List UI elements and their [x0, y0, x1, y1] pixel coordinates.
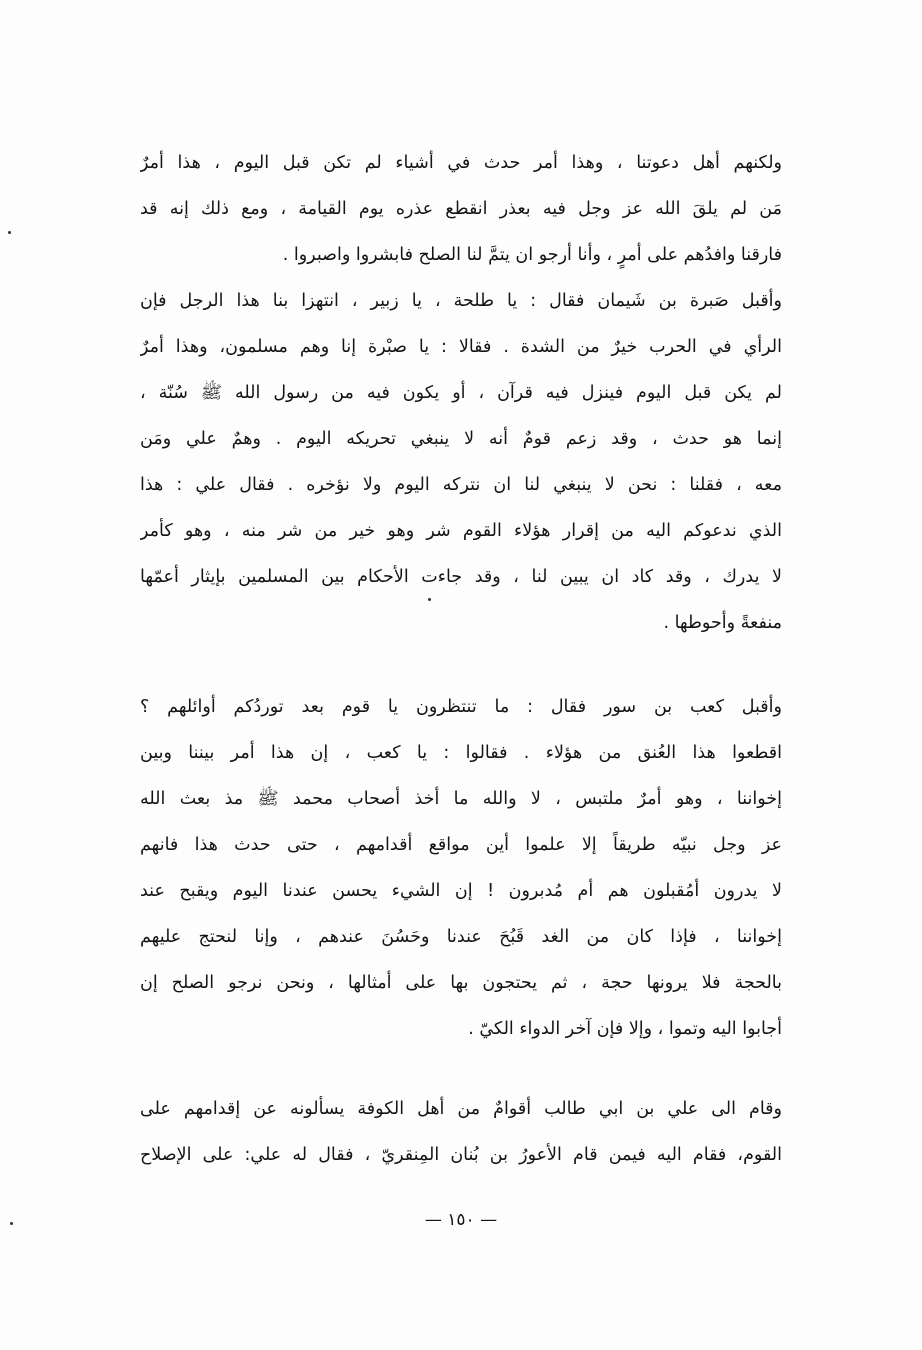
text-line: مَن لم يلقَ الله عز وجل فيه بعذر انقطع عذره يوم القيامة ، ومع ذلك إنه قد [140, 199, 782, 219]
text-line: وأقبل صَبرة بن شَيمان فقال : يا طلحة ، يا زبير ، انتهزا بنا هذا الرجل فإن [140, 291, 782, 311]
text-line: عز وجل نبيّه طريقاً إلا علموا أين مواقع أقدامهم ، حتى حدث هذا فانهم [140, 835, 782, 855]
text-line: وقام الى علي بن ابي طالب أقوامٌ من أهل الكوفة يسألونه عن إقدامهم على [140, 1099, 782, 1119]
paragraph-1 [140, 140, 782, 646]
text-line: القوم، فقام اليه فيمن قام الأعورُ بن بُنان المِنقريّ ، فقال له علي: على الإصلاح [140, 1145, 782, 1165]
paragraph-2 [140, 684, 782, 1052]
print-speck [10, 1222, 13, 1225]
text-line: لم يكن قبل اليوم فينزل فيه قرآن ، أو يكون فيه من رسول الله ﷺ سُنّة ، [140, 383, 782, 403]
text-line: بالحجة فلا يرونها حجة ، ثم يحتجون بها على أمثالها ، ونحن نرجو الصلح إن [140, 973, 782, 993]
text-line: فارقنا وافدُهم على أمرٍ ، وأنا أرجو ان يتمَّ لنا الصلح فابشروا واصبروا . [282, 245, 782, 265]
paragraph-3 [140, 1086, 782, 1178]
text-line: لا يدرك ، وقد كاد ان يبين لنا ، وقد جاءت الأحكام بين المسلمين بإيثار أعمّها [140, 567, 782, 587]
text-line: الذي ندعوكم اليه من إقرار هؤلاء القوم شر وهو خير من شر منه ، وهو كأمر [140, 521, 782, 541]
text-line: أجابوا اليه وتموا ، وإلا فإن آخر الدواء الكيّ . [468, 1019, 782, 1039]
text-line: ولكنهم أهل دعوتنا ، وهذا أمر حدث في أشياء لم تكن قبل اليوم ، هذا أمرٌ [140, 153, 782, 173]
text-line: وأقبل كعب بن سور فقال : ما تنتظرون يا قوم بعد توردُكم أوائلهم ؟ [140, 697, 782, 717]
text-line: إخواننا ، فإذا كان من الغد قَبُحَ عندنا وحَسُنَ عندهم ، وإنا لنحتج عليهم [140, 927, 782, 947]
text-line: إنما هو حدث ، وقد زعم قومٌ أنه لا ينبغي تحريكه اليوم . وهمٌ علي ومَن [140, 429, 782, 449]
page-number: — ١٥٠ — [424, 1210, 498, 1230]
text-line: منفعةً وأحوطها . [663, 613, 782, 633]
text-line: معه ، فقلنا : نحن لا ينبغي لنا ان نتركه اليوم ولا نؤخره . فقال علي : هذا [140, 475, 782, 495]
print-speck [8, 231, 11, 234]
print-speck [428, 598, 431, 601]
text-line: اقطعوا هذا العُنق من هؤلاء . فقالوا : يا كعب ، إن هذا أمر بيننا وبين [140, 743, 782, 763]
text-line: الرأي في الحرب خيرٌ من الشدة . فقالا : يا صبْرة إنا وهم مسلمون، وهذا أمرٌ [140, 337, 782, 357]
text-line: إخواننا ، وهو أمرٌ ملتبس ، لا والله ما أخذ أصحاب محمد ﷺ مذ بعث الله [140, 789, 782, 809]
text-line: لا يدرون أمُقبلون هم أم مُدبرون ! إن الشيء يحسن عندنا اليوم ويقبح عند [140, 881, 782, 901]
